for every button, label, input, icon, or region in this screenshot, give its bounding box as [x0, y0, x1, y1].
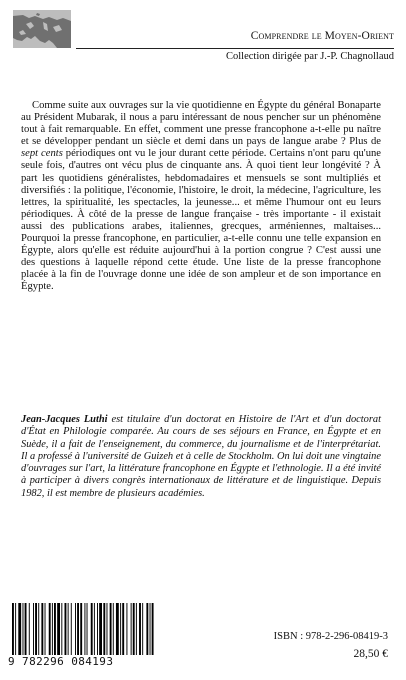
blurb-text-end: périodiques ont vu le jour durant cette période. Certains n'ont paru qu'une seule fois, d'autres ont vécu plus de cinquante ans. À quoi tient leur longévité ? À part les quotidiens généralistes, hebdomadaires et mensuels se sont multipliés et diversifiés : la politique, l'économie, l'histoire, le droit, la médecine, l'agriculture, les lettres, la spiritualité, les spectacles, la jeunesse... et même l'humour ont eu leurs périodiques. À côté de la presse de langue française - très importante - il existait aussi des publications arabes, italiennes, grecques, arméniennes, maltaises... Pourquoi la presse francophone, en particulier, a-t-elle connu une telle expansion en Égypte, alors qu'elle est réduite aujourd'hui à la portion congrue ? C'est aussi une des questions à laquelle répond cette étude. Une liste de la presse francophone placée à la fin de l'ouvrage donne une idée de son ampleur et de son importance en Égypte. [21, 148, 382, 293]
back-cover-blurb [21, 100, 381, 294]
barcode-bars [8, 603, 156, 655]
header-rule [76, 48, 394, 49]
collection-credit: Collection dirigée par J.-P. Chagnollaud [226, 51, 394, 62]
blurb-text-start: Comme suite aux ouvrages sur la vie quotidienne en Égypte du général Bonaparte au Président Mubarak, il nous a paru intéressant de nous pencher sur un phénomène tout à fait remarquable. En effet, comment une presse francophone a-t-elle pu naître et se développer pendant un siècle et demi dans un pays de langue arabe ? Plus de [21, 100, 381, 148]
blurb-emphasis: sept cents [21, 148, 63, 160]
barcode [8, 603, 156, 668]
middle-east-map-icon [13, 10, 71, 48]
series-title: Comprendre le Moyen-Orient [250, 30, 394, 42]
author-name: Jean-Jacques Luthi [21, 414, 108, 425]
price: 28,50 € [353, 648, 388, 660]
author-bio [21, 414, 381, 500]
barcode-number: 9 782296 084193 [8, 655, 156, 668]
isbn: ISBN : 978-2-296-08419-3 [273, 631, 388, 642]
author-bio-text: est titulaire d'un doctorat en Histoire de l'Art et d'un doctorat d'État en Philologie comparée. Au cours de ses séjours en France, en Égypte et en Suède, il a fait de l'enseignement, du commerce, du journalisme et de l'interprétariat. Il a professé à l'université de Guizeh et à celle de Stockholm. On lui doit une vingtaine d'ouvrages sur l'art, la littérature francophone en Égypte et l'ethnologie. Il a été invité à participer à divers congrès internationaux de littérature et de linguistique. Depuis 1982, il est membre de plusieurs académies. [21, 414, 382, 499]
